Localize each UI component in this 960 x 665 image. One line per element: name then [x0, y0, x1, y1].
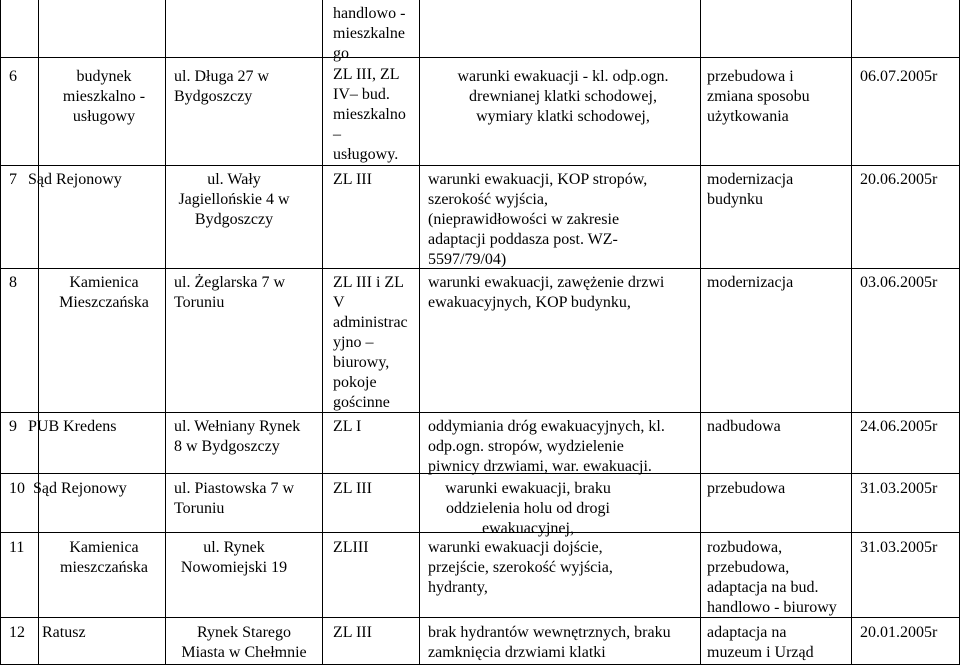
object-name: Kamienica mieszczańska: [60, 539, 148, 576]
risk-category: ZL III: [333, 624, 372, 641]
risk-category: ZL III i ZL V administrac yjno – biurowy, pokoje gościnne: [333, 274, 408, 411]
work-scope: rozbudowa, przebudowa, adaptacja na bud. handlowo - biurowy: [707, 539, 837, 616]
col-border: [851, 0, 852, 665]
row-border: [0, 412, 960, 413]
object-address: ul. Wełniany Rynek 8 w Bydgoszczy: [174, 418, 301, 455]
col-border: [38, 0, 39, 665]
object-name: Sąd Rejonowy: [28, 171, 122, 188]
row-number: 8: [9, 274, 17, 291]
row-number: 6: [9, 68, 17, 85]
deviation-description: warunki ewakuacji - kl. odp.ogn. drewnianej klatki schodowej, wymiary klatki schodowej,: [457, 68, 669, 125]
risk-category: ZL III: [333, 480, 372, 497]
decision-date: 06.07.2005r: [860, 68, 938, 85]
category-cell-continued: handlowo - mieszkalne go: [333, 5, 406, 62]
deviation-description: warunki ewakuacji, braku oddzielenia holu od drogi ewakuacyjnej,: [445, 480, 611, 537]
decision-date: 20.01.2005r: [860, 624, 938, 641]
object-address: ul. Długa 27 w Bydgoszczy: [174, 68, 270, 105]
col-border: [700, 0, 701, 665]
object-address: ul. Żeglarska 7 w Toruniu: [174, 274, 286, 311]
row-border: [0, 165, 960, 166]
object-name: budynek mieszkalno - usługowy: [62, 68, 146, 125]
work-scope: przebudowa i zmiana sposobu użytkowania: [707, 68, 810, 125]
risk-category: ZL III: [333, 171, 372, 188]
risk-category: ZL I: [333, 418, 362, 435]
work-scope: modernizacja budynku: [707, 171, 794, 208]
object-address: ul. Rynek Nowomiejski 19: [180, 539, 288, 576]
row-number: 9: [9, 418, 17, 435]
object-name: Ratusz: [42, 624, 86, 641]
deviation-description: brak hydrantów wewnętrznych, braku zamknięcia drzwiami klatki: [428, 624, 671, 661]
work-scope: przebudowa: [707, 480, 786, 497]
col-border: [0, 0, 1, 665]
decision-date: 31.03.2005r: [860, 539, 938, 556]
row-number: 10: [9, 480, 25, 497]
object-address: Rynek Starego Miasta w Chełmnie: [181, 624, 307, 661]
object-name: Sąd Rejonowy: [33, 480, 127, 497]
deviation-description: warunki ewakuacji, zawężenie drzwi ewakuacyjnych, KOP budynku,: [428, 274, 665, 311]
row-number: 7: [9, 171, 17, 188]
deviation-description: warunki ewakuacji dojście, przejście, szerokość wyjścia, hydranty,: [428, 539, 613, 596]
decision-date: 24.06.2005r: [860, 418, 938, 435]
deviation-description: oddymiania dróg ewakuacyjnych, kl. odp.ogn. stropów, wydzielenie piwnicy drzwiami, war. ewakuacji.: [428, 418, 665, 475]
risk-category: ZLIII: [333, 539, 369, 556]
risk-category: ZL III, ZL IV– bud. mieszkalno – usługowy.: [333, 66, 406, 163]
row-number: 11: [9, 539, 25, 556]
col-border: [322, 0, 323, 665]
col-border: [419, 0, 420, 665]
decision-date: 31.03.2005r: [860, 480, 938, 497]
work-scope: adaptacja na muzeum i Urząd: [707, 624, 814, 661]
col-border: [165, 0, 166, 665]
object-name: Kamienica Mieszczańska: [59, 274, 149, 311]
object-name: PUB Kredens: [28, 418, 117, 435]
deviation-description: warunki ewakuacji, KOP stropów, szerokość wyjścia, (nieprawidłowości w zakresie adaptacji poddasza post. WZ- 5597/79/04): [428, 171, 648, 268]
object-address: ul. Piastowska 7 w Toruniu: [174, 480, 294, 517]
row-number: 12: [9, 624, 25, 641]
work-scope: modernizacja: [707, 274, 794, 291]
row-border: [0, 57, 960, 58]
object-address: ul. Wały Jagiellońskie 4 w Bydgoszczy: [178, 171, 290, 228]
decision-date: 03.06.2005r: [860, 274, 938, 291]
work-scope: nadbudowa: [707, 418, 781, 435]
decision-date: 20.06.2005r: [860, 171, 938, 188]
